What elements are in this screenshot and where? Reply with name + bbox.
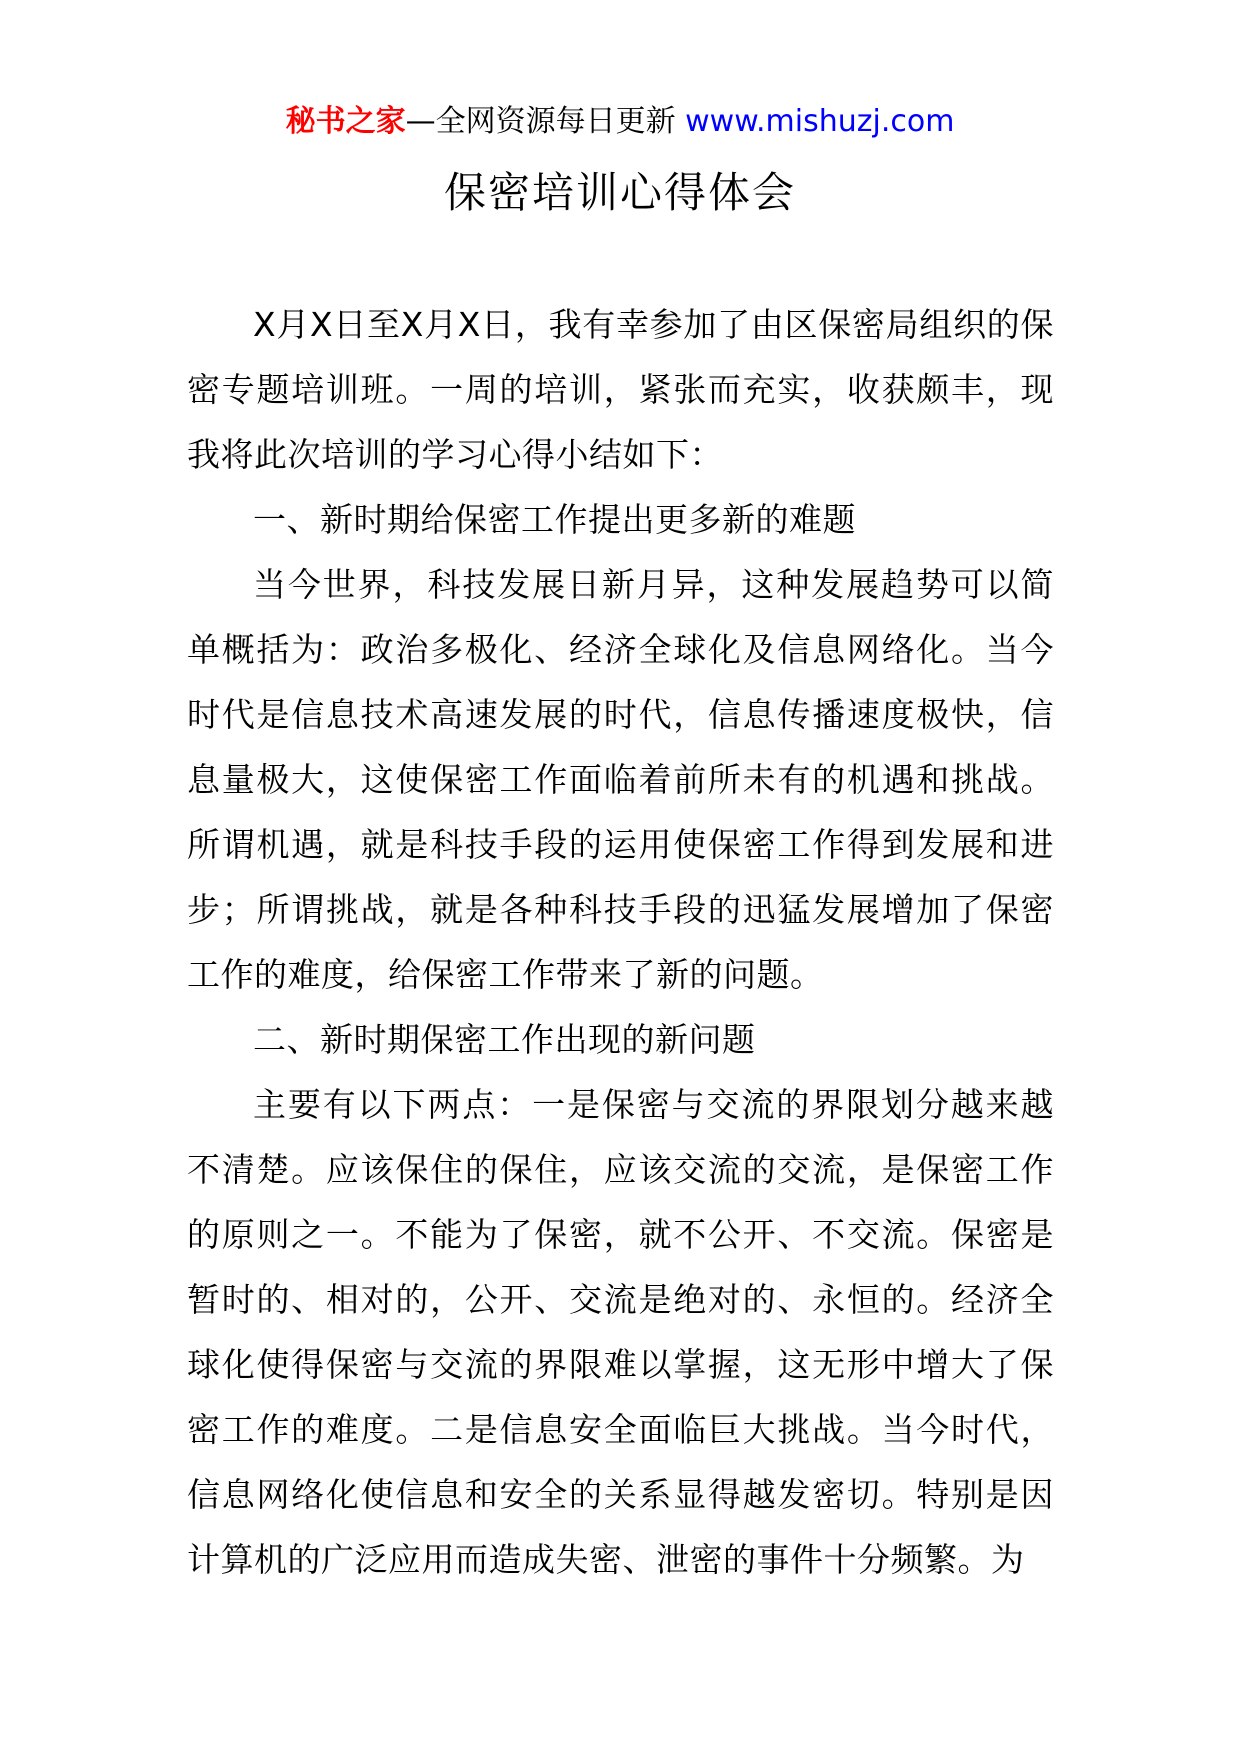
section-heading-1: 一、新时期给保密工作提出更多新的难题 <box>253 500 856 539</box>
paragraph-section-1: 当今世界，科技发展日新月异，这种发展趋势可以简单概括为：政治多极化、经济全球化及信息网络化。当今时代是信息技术高速发展的时代，信息传播速度极快，信息量极大，这使保密工作面临着前所未有的机遇和挑战。所谓机遇，就是科技手段的运用使保密工作得到发展和进步；所谓挑战，就是各种科技手段的迅猛发展增加了保密工作的难度，给保密工作带来了新的问题。 <box>187 565 1054 994</box>
paragraph-section-2: 主要有以下两点：一是保密与交流的界限划分越来越不清楚。应该保住的保住，应该交流的交流，是保密工作的原则之一。不能为了保密，就不公开、不交流。保密是暂时的、相对的，公开、交流是绝对的、永恒的。经济全球化使得保密与交流的界限难以掌握，这无形中增大了保密工作的难度。二是信息安全面临巨大挑战。当今时代，信息网络化使信息和安全的关系显得越发密切。特别是因计算机的广泛应用而造成失密、泄密的事件十分频繁。为 <box>187 1085 1054 1579</box>
section-heading-2: 二、新时期保密工作出现的新问题 <box>253 1020 756 1059</box>
document-body <box>187 292 1054 1592</box>
site-brand: 秘书之家 <box>285 104 406 139</box>
site-url-link[interactable]: www.mishuzj.com <box>685 104 955 139</box>
document-title: 保密培训心得体会 <box>443 168 796 217</box>
site-header <box>0 102 1240 142</box>
site-tagline: —全网资源每日更新 <box>405 104 686 139</box>
paragraph-intro: X月X日至X月X日，我有幸参加了由区保密局组织的保密专题培训班。一周的培训，紧张而充实，收获颇丰，现我将此次培训的学习心得小结如下： <box>187 305 1054 474</box>
